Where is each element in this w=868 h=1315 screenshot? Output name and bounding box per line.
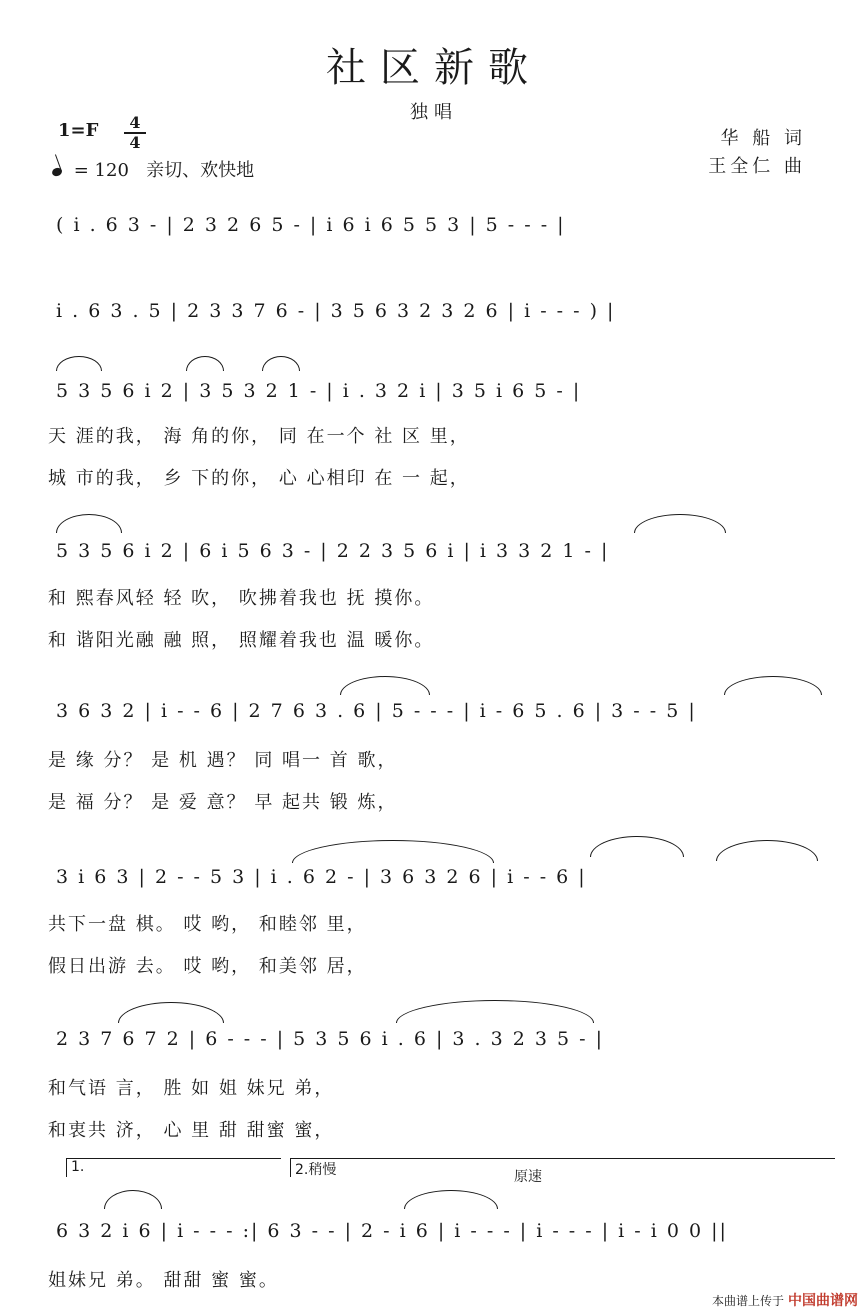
slur <box>396 1000 594 1023</box>
lyric-row-6-verse-1: 共下一盘 棋。 哎 哟， 和睦邻 里， <box>48 914 367 935</box>
quarter-note-icon <box>51 167 63 178</box>
lyric-row-8: 姐妹兄 弟。 甜甜 蜜 蜜。 <box>48 1270 279 1291</box>
footer-text: 本曲谱上传于 <box>711 1293 784 1308</box>
score-row-7: 2 3 7 6 7 2 | 6 - - - | 5 3 5 6 i . 6 | 3 . 3 2 3 5 - | <box>56 1028 605 1050</box>
lyric-row-5-verse-1: 是 缘 分？ 是 机 遇？ 同 唱一 首 歌， <box>48 750 398 771</box>
slur <box>262 356 300 371</box>
lyric-row-3-verse-1: 天 涯的我， 海 角的你， 同 在一个 社 区 里， <box>48 426 470 447</box>
lyric-row-7-verse-2: 和衷共 济， 心 里 甜 甜蜜 蜜， <box>48 1120 335 1141</box>
subtitle: 独唱 <box>410 102 458 123</box>
slur <box>56 356 102 371</box>
site-footer <box>712 1290 858 1310</box>
volta-2: 2.稍慢 <box>290 1158 835 1177</box>
slur <box>118 1002 224 1023</box>
meter-bottom: 4 <box>129 133 141 152</box>
lyric-row-5-verse-2: 是 福 分？ 是 爱 意？ 早 起共 锻 炼， <box>48 792 398 813</box>
time-signature <box>124 114 146 152</box>
volta-1: 1. <box>66 1158 281 1177</box>
score-row-8: 6 3 2 i 6 | i - - - :| 6 3 - - | 2 - i 6 | i - - - | i - - - | i - i 0 0 || <box>56 1220 728 1242</box>
slur <box>716 840 818 861</box>
score-row-3: 5 3 5 6 i 2 | 3 5 3 2 1 - | i . 3 2 i | 3 5 i 6 5 - | <box>56 380 582 402</box>
meter-top: 4 <box>129 113 141 132</box>
song-title: 社区新歌 <box>326 45 542 91</box>
slur <box>104 1190 162 1209</box>
lyric-row-7-verse-1: 和气语 言， 胜 如 姐 妹兄 弟， <box>48 1078 335 1099</box>
tempo-change: 原速 <box>514 1169 542 1185</box>
score-row-2: i . 6 3 . 5 | 2 3 3 7 6 - | 3 5 6 3 2 3 2 6 | i - - - ) | <box>56 300 616 322</box>
lyricist: 华 船 词 <box>720 128 806 149</box>
tempo-text: 亲切、欢快地 <box>146 160 255 181</box>
site-logo: 中国曲谱网 <box>788 1293 858 1309</box>
lyric-row-6-verse-2: 假日出游 去。 哎 哟， 和美邻 居， <box>48 956 367 977</box>
slur <box>56 514 122 533</box>
score-row-6: 3 i 6 3 | 2 - - 5 3 | i . 6 2 - | 3 6 3 2 6 | i - - 6 | <box>56 866 587 888</box>
slur <box>340 676 430 695</box>
slur <box>590 836 684 857</box>
slur <box>186 356 224 371</box>
slur <box>634 514 726 533</box>
slur <box>404 1190 498 1209</box>
composer: 王全仁 曲 <box>708 156 806 177</box>
score-row-1: ( i . 6 3 - | 2 3 2 6 5 - | i 6 i 6 5 5 3 | 5 - - - | <box>56 214 566 236</box>
slur <box>724 676 822 695</box>
tempo-marking <box>52 156 254 182</box>
lyric-row-3-verse-2: 城 市的我， 乡 下的你， 心 心相印 在 一 起， <box>48 468 470 489</box>
tempo-value: = 120 <box>73 160 129 181</box>
lyric-row-4-verse-1: 和 熙春风轻 轻 吹， 吹拂着我也 抚 摸你。 <box>48 588 435 609</box>
lyric-row-4-verse-2: 和 谐阳光融 融 照， 照耀着我也 温 暖你。 <box>48 630 435 651</box>
slur <box>292 840 494 863</box>
key-signature: 1=F <box>58 120 99 141</box>
score-row-5: 3 6 3 2 | i - - 6 | 2 7 6 3 . 6 | 5 - - - | i - 6 5 . 6 | 3 - - 5 | <box>56 700 697 722</box>
score-row-4: 5 3 5 6 i 2 | 6 i 5 6 3 - | 2 2 3 5 6 i | i 3 3 2 1 - | <box>56 540 610 562</box>
